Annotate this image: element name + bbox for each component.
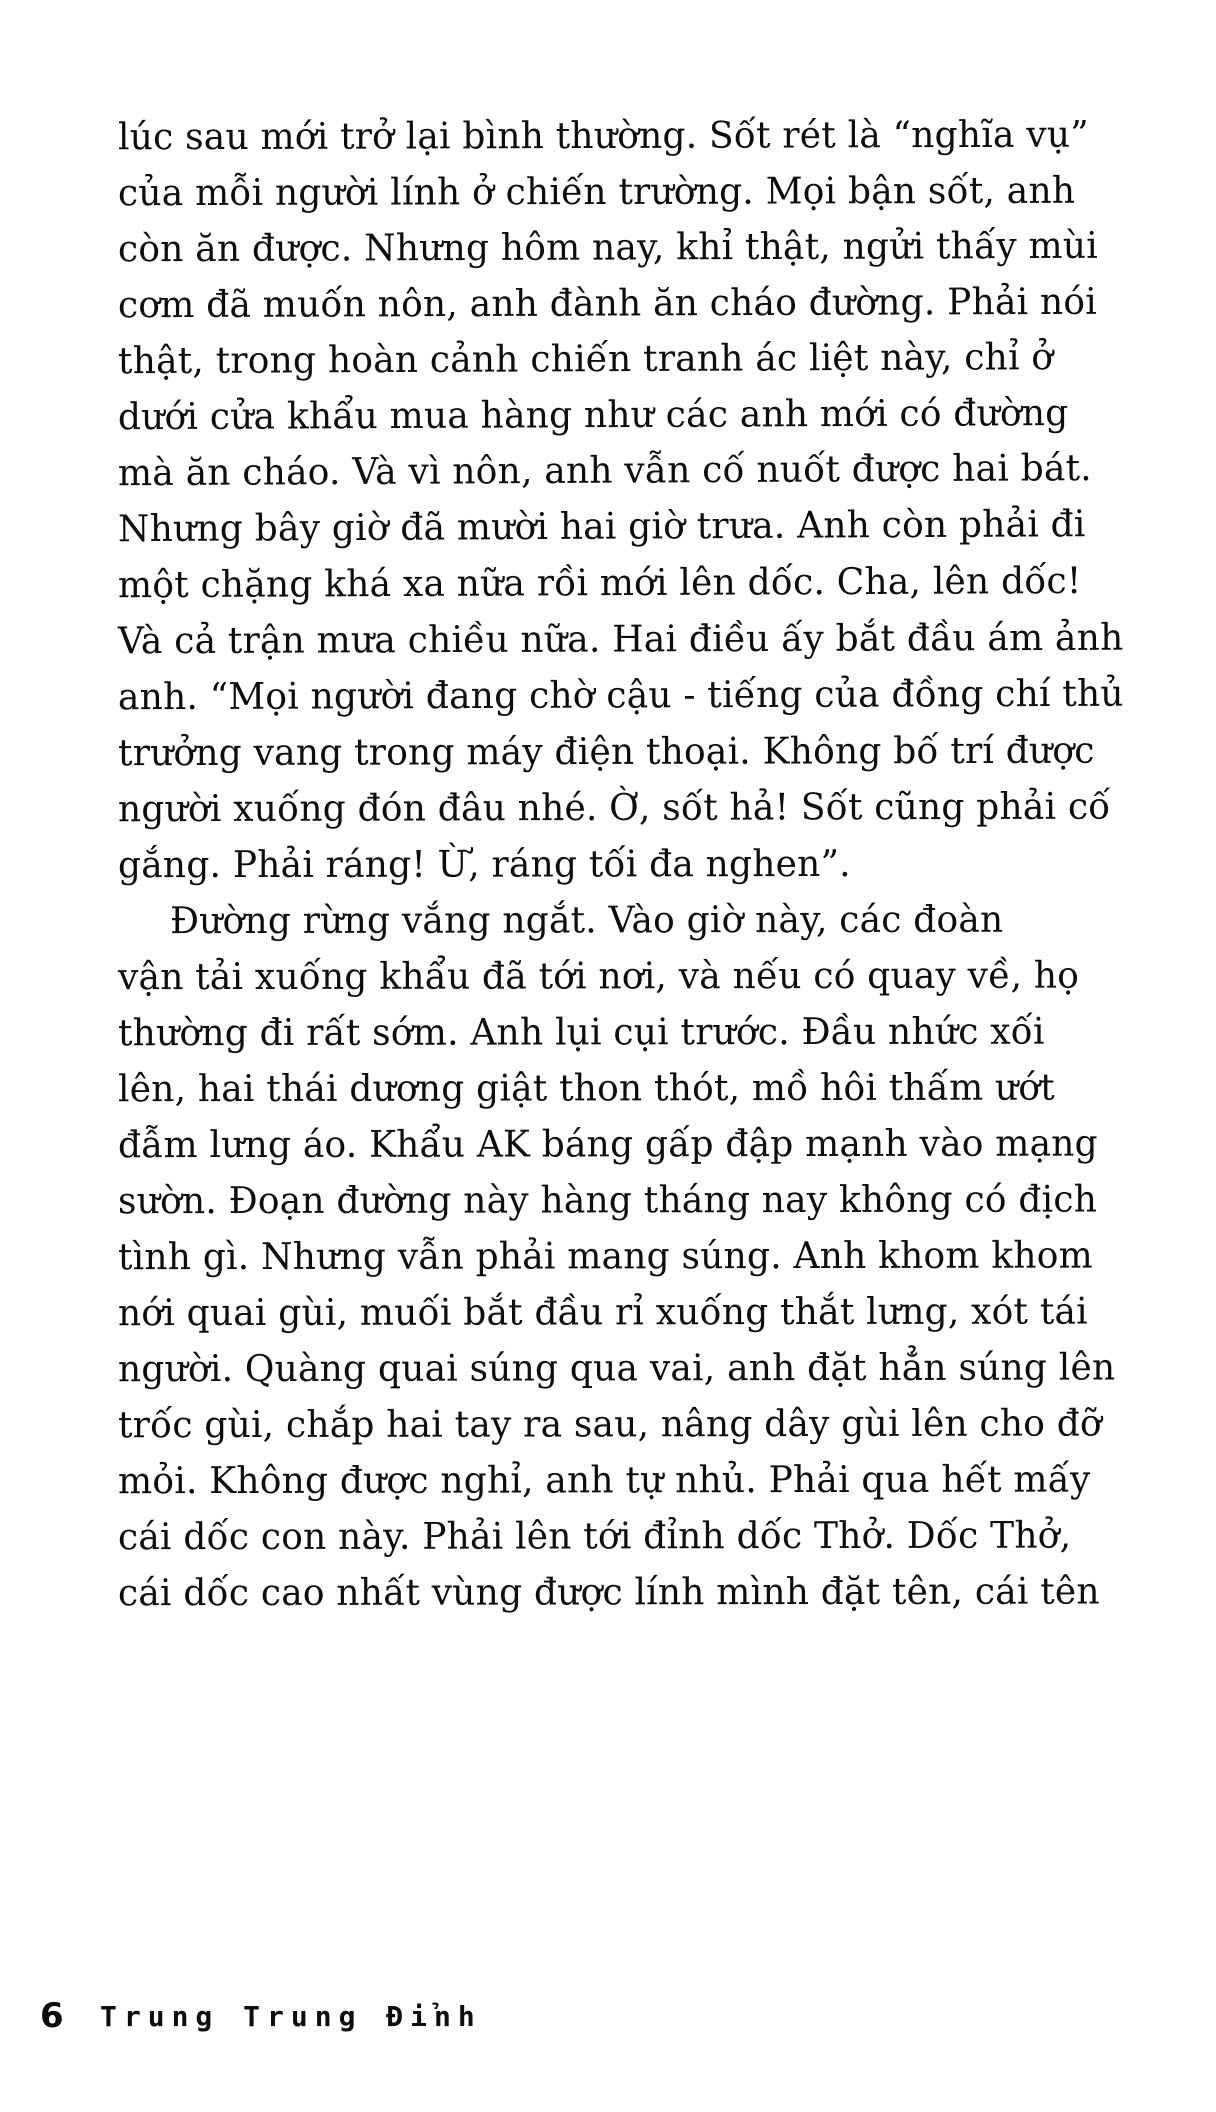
body-line: cái dốc con này. Phải lên tới đỉnh dốc Thở. Dốc Thở, xyxy=(117,1514,1072,1559)
body-line: Đường rừng vắng ngắt. Vào giờ này, các đoàn xyxy=(169,899,1004,943)
body-line: mỏi. Không được nghỉ, anh tự nhủ. Phải qua hết mấy xyxy=(117,1458,1091,1503)
body-line: tình gì. Nhưng vẫn phải mang súng. Anh khom khom xyxy=(117,1234,1094,1279)
body-line: lên, hai thái dương giật thon thót, mồ hôi thấm ướt xyxy=(117,1066,1056,1111)
body-line: trưởng vang trong máy điện thoại. Không bố trí được xyxy=(117,730,1095,775)
body-line: anh. “Mọi người đang chờ cậu - tiếng của đồng chí thủ xyxy=(117,673,1124,719)
body-line: lúc sau mới trở lại bình thường. Sốt rét là “nghĩa vụ” xyxy=(117,114,1089,159)
body-line: mà ăn cháo. Và vì nôn, anh vẫn cố nuốt được hai bát. xyxy=(117,447,1092,495)
body-line: đẫm lưng áo. Khẩu AK báng gấp đập mạnh vào mạng xyxy=(117,1122,1098,1167)
body-line: gắng. Phải ráng! Ừ, ráng tối đa nghen”. xyxy=(117,843,851,887)
body-line: Và cả trận mưa chiều nữa. Hai điều ấy bắt đầu ám ảnh xyxy=(117,617,1124,663)
body-line: nới quai gùi, muối bắt đầu rỉ xuống thắt lưng, xót tái xyxy=(117,1290,1088,1335)
body-line: vận tải xuống khẩu đã tới nơi, và nếu có quay về, họ xyxy=(117,954,1080,999)
body-line: còn ăn được. Nhưng hôm nay, khỉ thật, ngửi thấy mùi xyxy=(117,225,1098,271)
page-number: 6 xyxy=(40,1996,64,2036)
body-line: trốc gùi, chắp hai tay ra sau, nâng dây gùi lên cho đỡ xyxy=(117,1402,1102,1447)
body-line: thường đi rất sớm. Anh lụi cụi trước. Đầu nhức xối xyxy=(117,1010,1045,1055)
running-head-author: Trung Trung Đỉnh xyxy=(100,2000,482,2033)
body-line: dưới cửa khẩu mua hàng như các anh mới có đường xyxy=(117,392,1069,439)
body-line: cơm đã muốn nôn, anh đành ăn cháo đường. Phải nói xyxy=(117,281,1097,327)
body-line: thật, trong hoàn cảnh chiến tranh ác liệt này, chỉ ở xyxy=(117,336,1054,383)
body-line: người xuống đón đâu nhé. Ờ, sốt hả! Sốt cũng phải cố xyxy=(117,785,1111,831)
body-line: người. Quàng quai súng qua vai, anh đặt hẳn súng lên xyxy=(117,1346,1116,1391)
page-footer xyxy=(0,1996,1216,2042)
body-line: của mỗi người lính ở chiến trường. Mọi bận sốt, anh xyxy=(117,170,1076,215)
body-text xyxy=(117,114,1124,1615)
body-line: sườn. Đoạn đường này hàng tháng nay không có địch xyxy=(117,1178,1098,1223)
body-line: Nhưng bây giờ đã mười hai giờ trưa. Anh còn phải đi xyxy=(117,503,1086,551)
body-line: cái dốc cao nhất vùng được lính mình đặt tên, cái tên xyxy=(117,1570,1100,1615)
body-line: một chặng khá xa nữa rồi mới lên dốc. Cha, lên dốc! xyxy=(117,560,1082,607)
